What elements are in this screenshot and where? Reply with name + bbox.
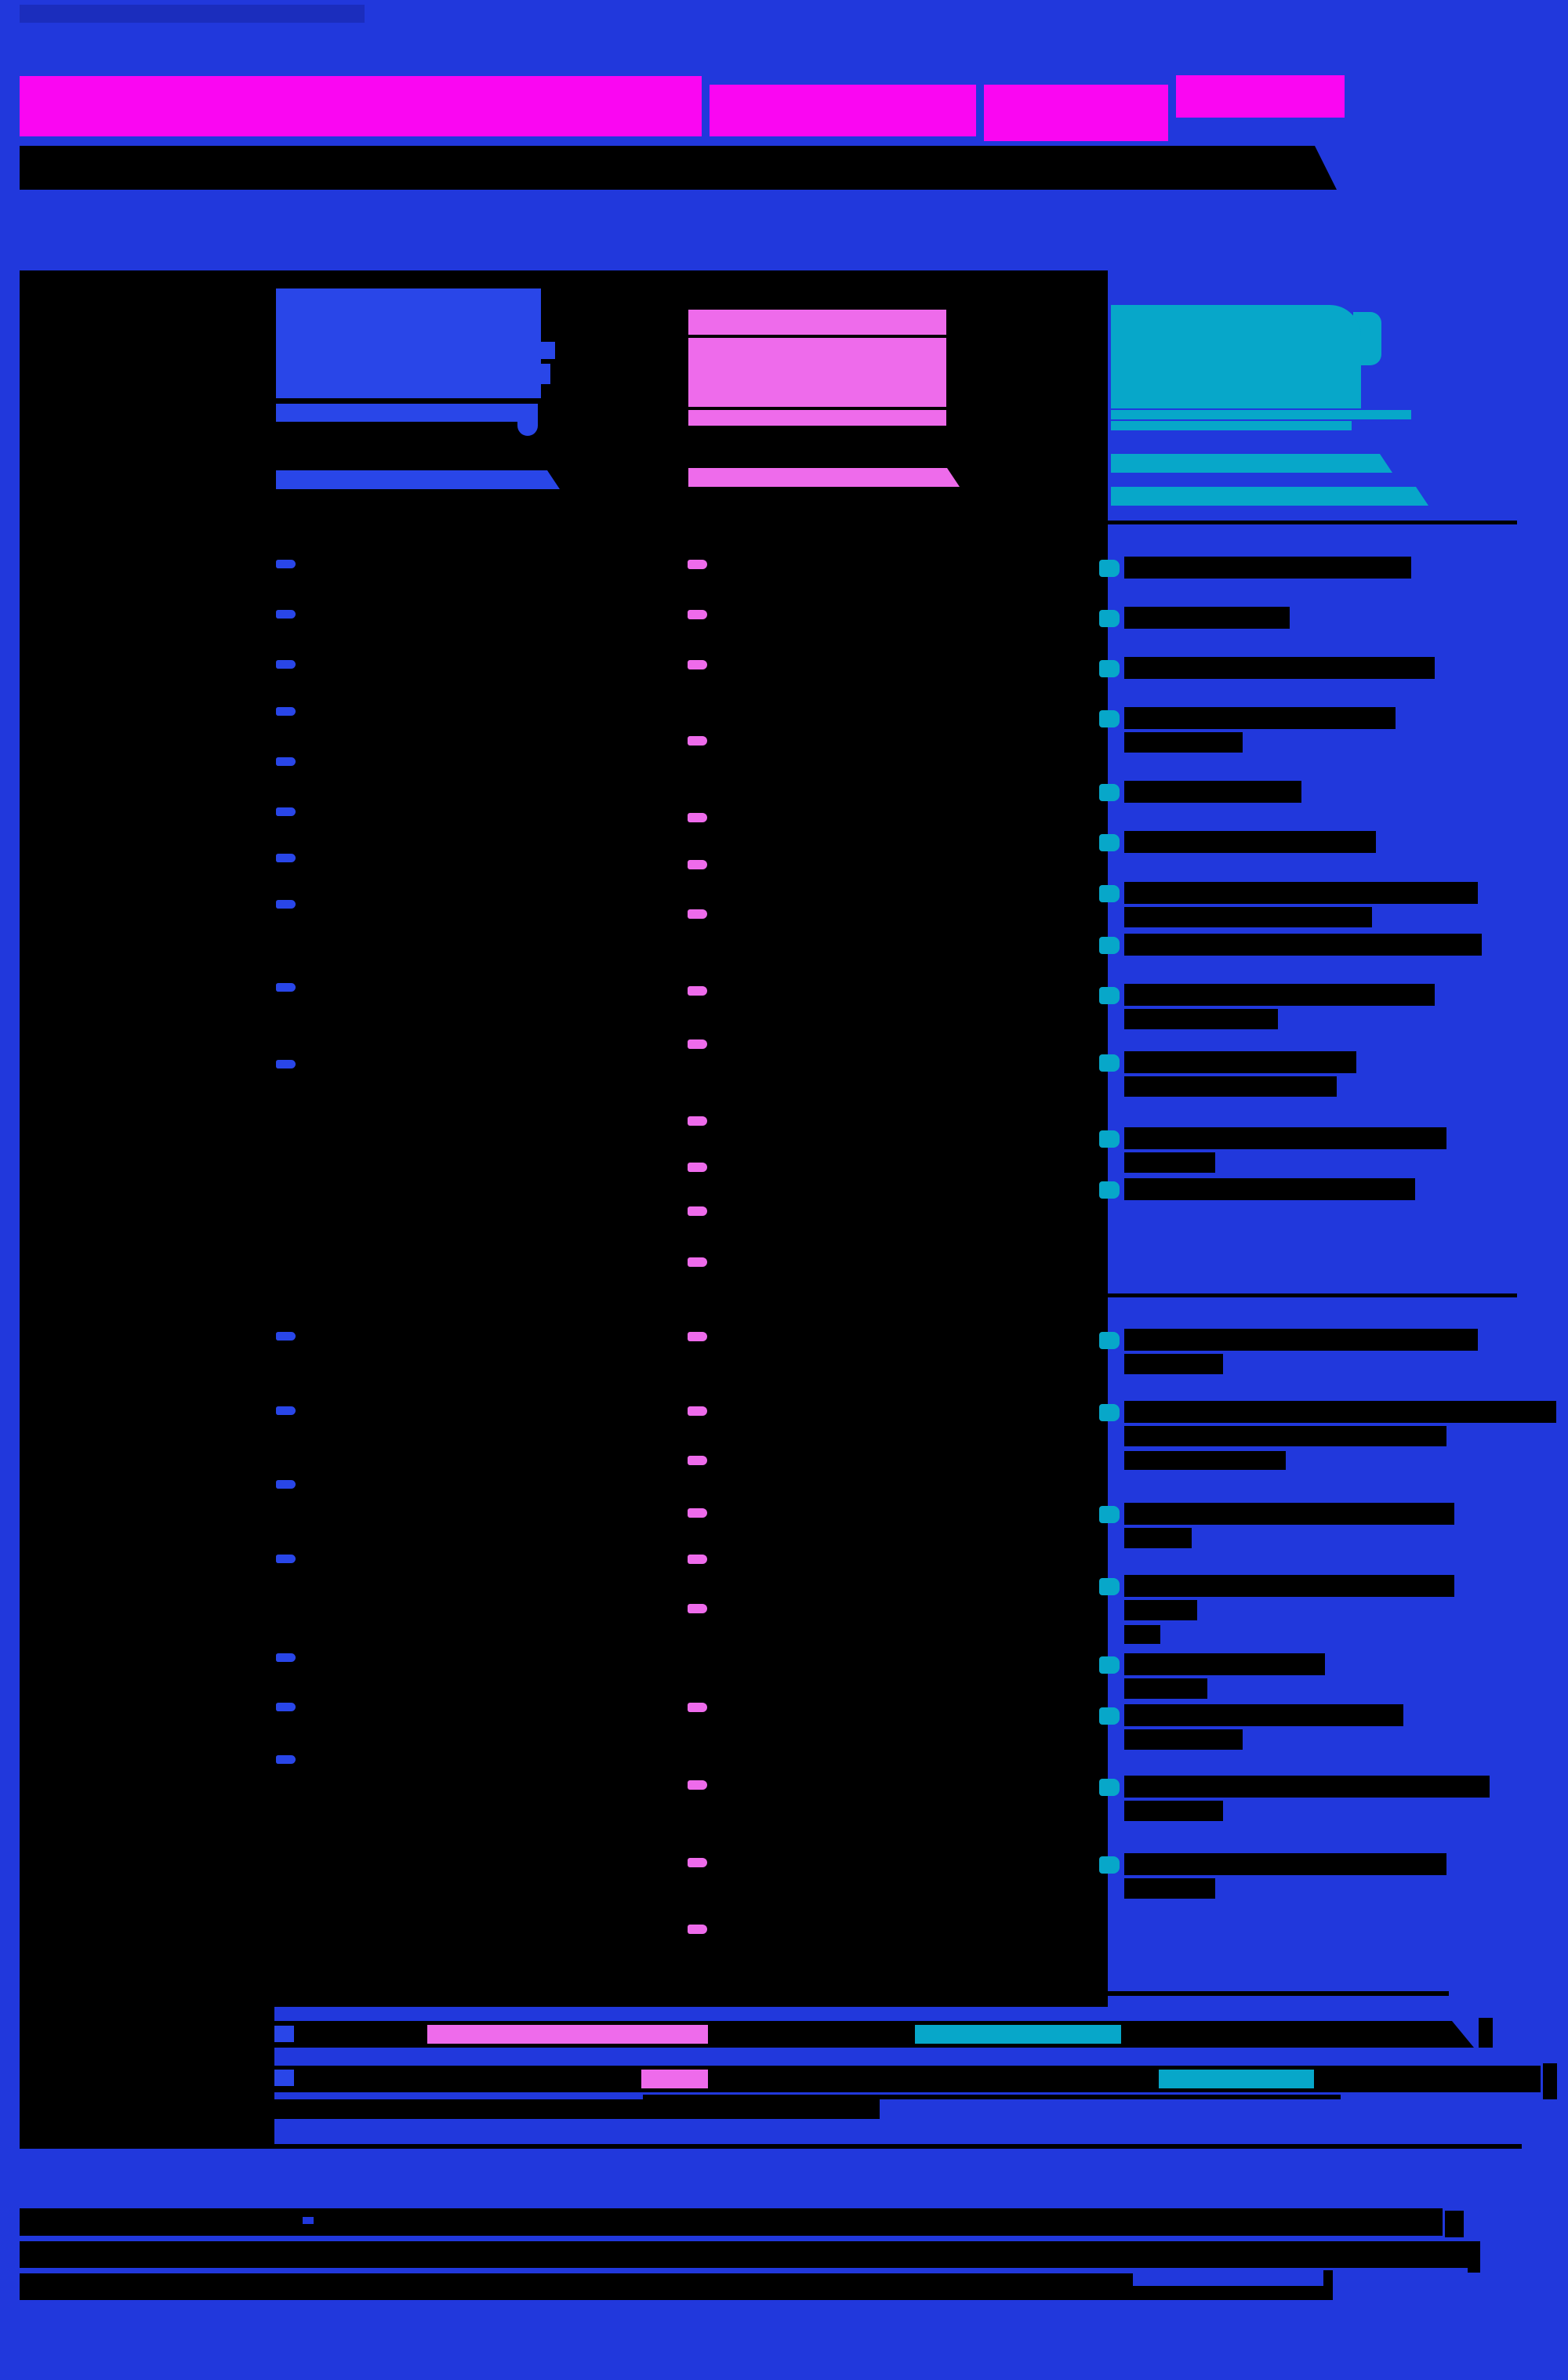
plan-column-teal-feature-text-18-line-1 (1124, 1704, 1403, 1726)
plan-column-pink-bullet-23 (688, 1925, 707, 1934)
plan-column-teal-feature-text-10-line-1 (1124, 1051, 1356, 1073)
note-link-pink-2[interactable] (641, 2070, 708, 2088)
plan-column-pink-bullet-15 (688, 1406, 707, 1416)
plan2-price-block (688, 338, 946, 407)
footer-line-2-tail (1468, 2241, 1480, 2273)
plan-column-teal-feature-text-4-line-2 (1124, 732, 1243, 753)
plan1-subtitle-bar (276, 404, 538, 422)
plan-column-pink-bullet-2 (688, 610, 707, 619)
plan-column-pink-bullet-14 (688, 1332, 707, 1341)
plan-column-teal-feature-bullet-10 (1099, 1054, 1120, 1072)
plan-column-pink-bullet-5 (688, 813, 707, 822)
plan-column-teal-feature-text-19-line-1 (1124, 1776, 1490, 1798)
plan3-title-block (1111, 305, 1361, 408)
plan-column-teal-feature-text-20-line-2 (1124, 1878, 1215, 1899)
plan-column-blue-bullet-8 (276, 900, 296, 909)
note-row-2-endglyph (1543, 2063, 1557, 2099)
plan3-subtitle-line-1 (1111, 410, 1411, 419)
plan-column-blue-bullet-11 (276, 1332, 296, 1341)
plan-column-teal-feature-text-12-line-1 (1124, 1178, 1415, 1200)
features-rule-bottom (1074, 1991, 1449, 1996)
plan-column-pink-bullet-8 (688, 986, 707, 996)
plan-column-blue-bullet-6 (276, 807, 296, 816)
plan-column-teal-feature-text-13-line-1 (1124, 1329, 1478, 1351)
plan-column-teal-feature-text-7-line-1 (1124, 882, 1478, 904)
plan-column-blue-bullet-1 (276, 560, 296, 568)
plan-column-teal-feature-bullet-13 (1099, 1332, 1120, 1349)
plan-column-teal-feature-text-10-line-2 (1124, 1076, 1337, 1097)
footer-line-3 (20, 2273, 1133, 2300)
features-rule-top (1102, 521, 1517, 524)
plan-column-pink-bullet-17 (688, 1508, 707, 1518)
bottom-divider-rule (20, 2144, 1522, 2149)
plan-column-teal-feature-text-16-line-1 (1124, 1575, 1454, 1597)
plan-column-teal-feature-text-19-line-2 (1124, 1801, 1223, 1821)
plan3-price-bar (1111, 454, 1392, 473)
plan-column-teal-feature-bullet-4 (1099, 710, 1120, 727)
plan-column-blue-bullet-12 (276, 1406, 296, 1415)
plan-column-pink-bullet-1 (688, 560, 707, 569)
plan-column-pink-bullet-19 (688, 1604, 707, 1613)
plan-column-blue-bullet-3 (276, 660, 296, 669)
plan-column-teal-feature-text-3-line-1 (1124, 657, 1435, 679)
headline-word-1 (20, 76, 702, 136)
plan-column-pink-bullet-6 (688, 860, 707, 869)
note-link-teal-1[interactable] (915, 2025, 1121, 2044)
plan-column-teal-feature-text-17-line-1 (1124, 1653, 1325, 1675)
plan-column-pink-bullet-22 (688, 1858, 707, 1867)
plan-column-pink-bullet-3 (688, 660, 707, 669)
plan-column-teal-feature-text-8-line-1 (1124, 934, 1482, 956)
plan1-title-glyph-b (536, 364, 550, 384)
panel-left-gutter (20, 2007, 274, 2146)
note-row-2-bar (274, 2066, 1541, 2092)
plan-column-teal-feature-text-5-line-1 (1124, 781, 1301, 803)
plan-column-blue-bullet-4 (276, 707, 296, 716)
plan-column-teal-feature-text-9-line-1 (1124, 984, 1435, 1006)
plan-column-pink-bullet-10 (688, 1116, 707, 1126)
plan-column-teal-feature-text-20-line-1 (1124, 1853, 1446, 1875)
plan2-title-bar (688, 310, 946, 335)
plan-column-pink-bullet-21 (688, 1780, 707, 1790)
footer-line-2 (20, 2241, 1470, 2268)
plan-column-teal-feature-bullet-8 (1099, 937, 1120, 954)
plan-column-blue-bullet-10 (276, 1060, 296, 1068)
plan-column-teal-feature-bullet-12 (1099, 1181, 1120, 1199)
plan-column-teal-feature-text-17-line-2 (1124, 1678, 1207, 1699)
plan-column-pink-bullet-9 (688, 1039, 707, 1049)
plan-column-teal-feature-text-14-line-2 (1124, 1426, 1446, 1446)
plan-column-pink-bullet-20 (688, 1703, 707, 1712)
plan-column-teal-feature-bullet-11 (1099, 1130, 1120, 1148)
note-row-3-bar (274, 2099, 880, 2119)
note-row-1-dash (274, 2026, 294, 2042)
plan-column-teal-feature-bullet-17 (1099, 1656, 1120, 1674)
note-link-pink-1[interactable] (427, 2025, 708, 2044)
plan-column-teal-feature-bullet-16 (1099, 1578, 1120, 1595)
plan-column-pink-bullet-7 (688, 909, 707, 919)
plan-column-teal-feature-bullet-6 (1099, 834, 1120, 851)
plan1-cta-button[interactable] (276, 470, 560, 489)
plan-column-blue-bullet-17 (276, 1755, 296, 1764)
plan-column-teal-feature-bullet-18 (1099, 1707, 1120, 1725)
plan-column-teal-feature-text-13-line-2 (1124, 1354, 1223, 1374)
plan-column-teal-feature-text-11-line-2 (1124, 1152, 1215, 1173)
plan-column-pink-bullet-16 (688, 1456, 707, 1465)
plan-column-teal-feature-text-16-line-2 (1124, 1600, 1197, 1620)
plan-column-teal-feature-bullet-9 (1099, 987, 1120, 1004)
note-row-2-dash (274, 2070, 294, 2086)
plan-column-teal-feature-text-11-line-1 (1124, 1127, 1446, 1149)
plan-column-teal-feature-bullet-14 (1099, 1404, 1120, 1421)
plan-column-teal-feature-text-16-line-3 (1124, 1625, 1160, 1644)
plan1-subtitle-hook (517, 404, 538, 436)
plan-column-teal-feature-text-18-line-2 (1124, 1729, 1243, 1750)
headline-word-4 (1176, 75, 1345, 118)
plan-column-pink-bullet-11 (688, 1163, 707, 1172)
plan-column-teal-feature-bullet-20 (1099, 1856, 1120, 1874)
note-row-1-endglyph (1479, 2018, 1493, 2048)
footer-line-1 (20, 2208, 1443, 2236)
plan-column-teal-feature-text-4-line-1 (1124, 707, 1396, 729)
plan-column-teal-feature-bullet-15 (1099, 1506, 1120, 1523)
plan3-subtitle-line-2 (1111, 421, 1352, 430)
plan-column-teal-feature-text-7-line-2 (1124, 907, 1372, 927)
plan-column-teal-feature-bullet-7 (1099, 885, 1120, 902)
plan-column-teal-feature-text-14-line-1 (1124, 1401, 1556, 1423)
footer-speck (303, 2217, 314, 2224)
plan-column-teal-feature-bullet-19 (1099, 1779, 1120, 1796)
plan-column-blue-bullet-7 (276, 854, 296, 862)
plan-column-pink-bullet-18 (688, 1555, 707, 1564)
plan-column-teal-feature-text-14-line-3 (1124, 1451, 1286, 1470)
subheadline-bar (20, 146, 1337, 190)
plan-column-teal-feature-bullet-5 (1099, 784, 1120, 801)
plan-column-teal-feature-text-9-line-2 (1124, 1009, 1278, 1029)
plan-column-teal-feature-text-1-line-1 (1124, 557, 1411, 579)
plan-column-teal-feature-bullet-2 (1099, 610, 1120, 627)
plan-column-teal-feature-bullet-1 (1099, 560, 1120, 577)
plan-column-blue-bullet-14 (276, 1555, 296, 1563)
plan-column-pink-bullet-4 (688, 736, 707, 746)
footer-line-1-tail (1445, 2211, 1464, 2237)
plan3-cta-button[interactable] (1111, 487, 1428, 506)
footer-line-3b (1133, 2286, 1323, 2300)
plan-column-blue-bullet-5 (276, 757, 296, 766)
skip-nav-bar[interactable] (20, 5, 365, 23)
plan-column-pink-bullet-13 (688, 1257, 707, 1267)
plan2-subtitle-bar (688, 410, 946, 426)
plan-column-teal-feature-text-6-line-1 (1124, 831, 1376, 853)
plan-column-blue-bullet-13 (276, 1480, 296, 1489)
plan-column-teal-feature-text-2-line-1 (1124, 607, 1290, 629)
pricing-panel-bg (20, 270, 1108, 2007)
plan1-title-glyph-a (539, 342, 555, 359)
plan2-cta-button[interactable] (688, 468, 960, 487)
plan-column-teal-feature-text-15-line-2 (1124, 1528, 1192, 1548)
headline-word-2 (710, 85, 976, 136)
headline-word-3 (984, 85, 1168, 141)
plan-column-teal-feature-bullet-3 (1099, 660, 1120, 677)
note-link-teal-2[interactable] (1159, 2070, 1314, 2088)
plan-column-blue-bullet-9 (276, 983, 296, 992)
plan1-title-block (276, 288, 541, 398)
plan-column-blue-bullet-15 (276, 1653, 296, 1662)
plan-column-pink-bullet-12 (688, 1206, 707, 1216)
plan-column-teal-feature-text-15-line-1 (1124, 1503, 1454, 1525)
plan-column-blue-bullet-2 (276, 610, 296, 619)
plan-column-blue-bullet-16 (276, 1703, 296, 1711)
features-rule-mid (1102, 1293, 1517, 1297)
footer-line-3-tail (1323, 2270, 1333, 2300)
